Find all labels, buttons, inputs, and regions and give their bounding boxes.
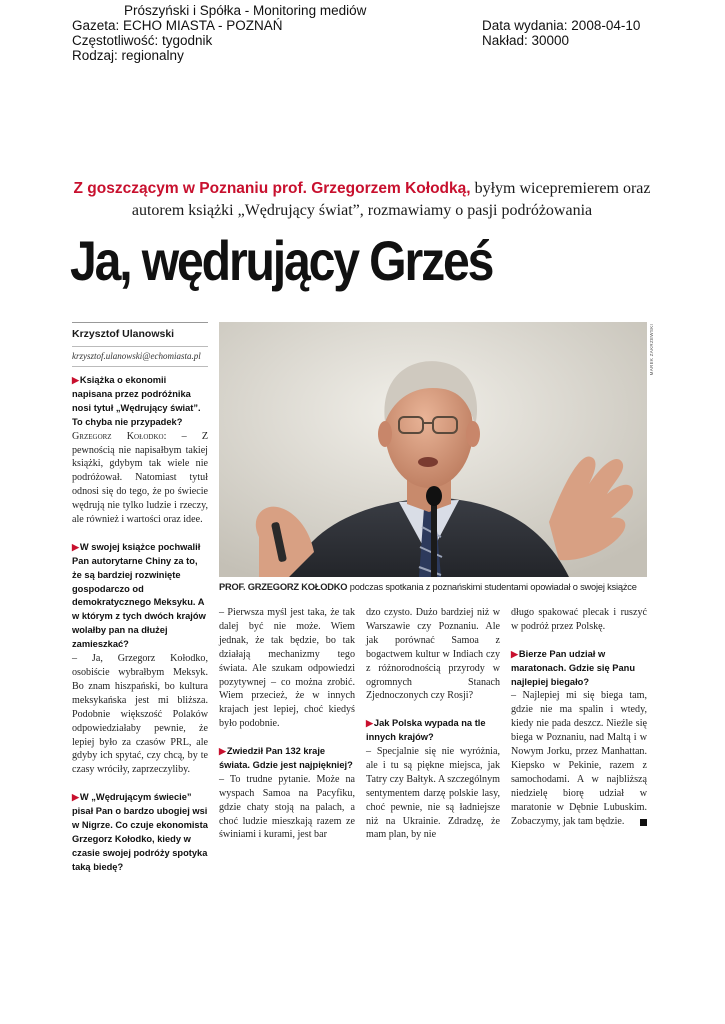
frequency-label: Częstotliwość: tygodnik	[72, 33, 213, 48]
agency-name: Prószyński i Spółka - Monitoring mediów	[124, 3, 367, 18]
answer-4-part-2: dzo czysto. Dużo bardziej niż w Warszawie czy Poznaniu. Ale jak porównać Samoa z bogactwem kultur w Indiach czy z różnorodnością przyrody w ogromnych Stanach Zjednoczonych czy Rosji?	[366, 607, 500, 702]
issue-date: Data wydania: 2008-04-10	[482, 18, 641, 33]
end-of-article-icon	[640, 819, 647, 826]
article-column-3	[366, 606, 500, 842]
gazeta-label: Gazeta: ECHO MIASTA - POZNAŃ	[72, 18, 283, 33]
kolodko-photo-illustration	[219, 322, 647, 577]
author-name: Krzysztof Ulanowski	[72, 328, 175, 340]
author-email: krzysztof.ulanowski@echomiasta.pl	[72, 346, 208, 367]
answer-6: – Najlepiej mi się biega tam, gdzie nie ma spalin i wtedy, kiedy nie pada deszcz. Nieźle się biega w Poznaniu, nad Maltą i w Nowym Jorku, przez Manhattan. Kiepsko w Pekinie, razem z samochodami. A w najbliższą niedzielę biorę udział w maratonie w Dębnie Lubuskim. Zobaczymy, jak tam będzie.	[511, 690, 647, 827]
answer-1: Grzegorz Kołodko: – Z pewnością nie napisałbym takiej książki, gdybym tak wiele nie podróżował. Natomiast tytuł odnosi się do tego, że po świecie wędrują nie tylko ludzie i rzeczy, ale również i wartości oraz idee.	[72, 430, 208, 526]
arrow-icon: ▶	[72, 375, 79, 385]
question-6: ▶Bierze Pan udział w maratonach. Gdzie się Panu najlepiej biegało?	[511, 648, 635, 687]
arrow-icon: ▶	[72, 541, 79, 552]
answer-3: – Pierwsza myśl jest taka, że tak dalej być nie może. Wiem jednak, że tak będzie, bo tak działają mechanizmy tego świata. Ale szukam odpowiedzi pozytywnej – co można zrobić. Wiem przecież, że w innych krajach jest lepiej, choć kiedyś było podobnie.	[219, 607, 355, 730]
question-2: ▶W swojej książce pochwalił Pan autorytarne Chiny za to, że są bardziej rozwinięte gospodarczo od demokratycznego Meksyku. A w którym z tych dwóch krajów wolałby pan na dłużej zamieszkać?	[72, 541, 206, 650]
lead-highlight: Z goszczącym w Poznaniu prof. Grzegorzem Kołodką,	[73, 180, 471, 197]
article-lead	[72, 178, 652, 222]
question-5: ▶Jak Polska wypada na tle innych krajów?	[366, 718, 486, 743]
answer-4-part-1: – To trudne pytanie. Może na wyspach Samoa na Pacyfiku, gdzie chaty stoją na palach, a choć ludzie mieszkają razem ze świniami i kurami, jest bar	[219, 773, 355, 841]
interviewee-label: Grzegorz Kołodko:	[72, 430, 167, 442]
article-headline: Ja, wędrujący Grześ	[70, 229, 493, 292]
monitoring-header	[72, 3, 672, 63]
answer-2: – Ja, Grzegorz Kołodko, osobiście wybrałbym Meksyk. Bo znam hiszpański, bo kultura meksykańska jest mi bliższa. Podobnie większość Polaków odpowiedziałaby pewnie, że lepiej było za czasów PRL, ale gdyby ich spytać, czy chcą, by te czasy wróciły, zaprzeczyliby.	[72, 653, 208, 776]
arrow-icon: ▶	[511, 648, 518, 659]
question-3: ▶W „Wędrującym świecie” pisał Pan o bardzo ubogiej wsi w Nigrze. Co czuje ekonomista Grzegorz Kołodko, kiedy w czasie swojej podróży spotyka taką biedę?	[72, 792, 208, 872]
arrow-icon: ▶	[366, 718, 373, 729]
arrow-icon: ▶	[219, 746, 226, 757]
answer-5-part-1: – Specjalnie się nie wyróżnia, ale i tu są piękne miejsca, jak Tatry czy Bałtyk. A szczególnym sentymentem darzę polskie lasy, choć pewnie, nie są ładniejsze niż na Ukrainie. Zdradzę, że mam plan, by nie	[366, 746, 500, 841]
article-column-1	[72, 374, 208, 875]
article-column-2	[219, 606, 355, 842]
type-label: Rodzaj: regionalny	[72, 48, 184, 63]
photo-caption	[219, 581, 649, 593]
circulation: Nakład: 30000	[482, 33, 570, 48]
arrow-icon: ▶	[72, 792, 79, 803]
byline	[72, 322, 208, 367]
article-photo	[219, 322, 647, 577]
lead-text: byłym wicepremierem oraz autorem książki „Wędrujący świat”, rozmawiamy o pasji podróżowania	[131, 180, 651, 219]
question-1: ▶Książka o ekonomii napisana przez podróżnika nosi tytuł „Wędrujący świat”. To chyba nie przypadek?	[72, 375, 201, 427]
caption-name: PROF. GRZEGORZ KOŁODKO	[219, 582, 348, 592]
question-4: ▶Zwiedził Pan 132 kraje świata. Gdzie jest najpiękniej?	[219, 746, 353, 770]
answer-5-part-2: długo spakować plecak i ruszyć w podróż przez Polskę.	[511, 607, 647, 632]
caption-text: podczas spotkania z poznańskimi studentami opowiadał o swojej książce	[347, 582, 637, 592]
photo-credit: MAREK ZAKRZEWSKI	[649, 324, 654, 376]
article-column-4	[511, 606, 647, 828]
